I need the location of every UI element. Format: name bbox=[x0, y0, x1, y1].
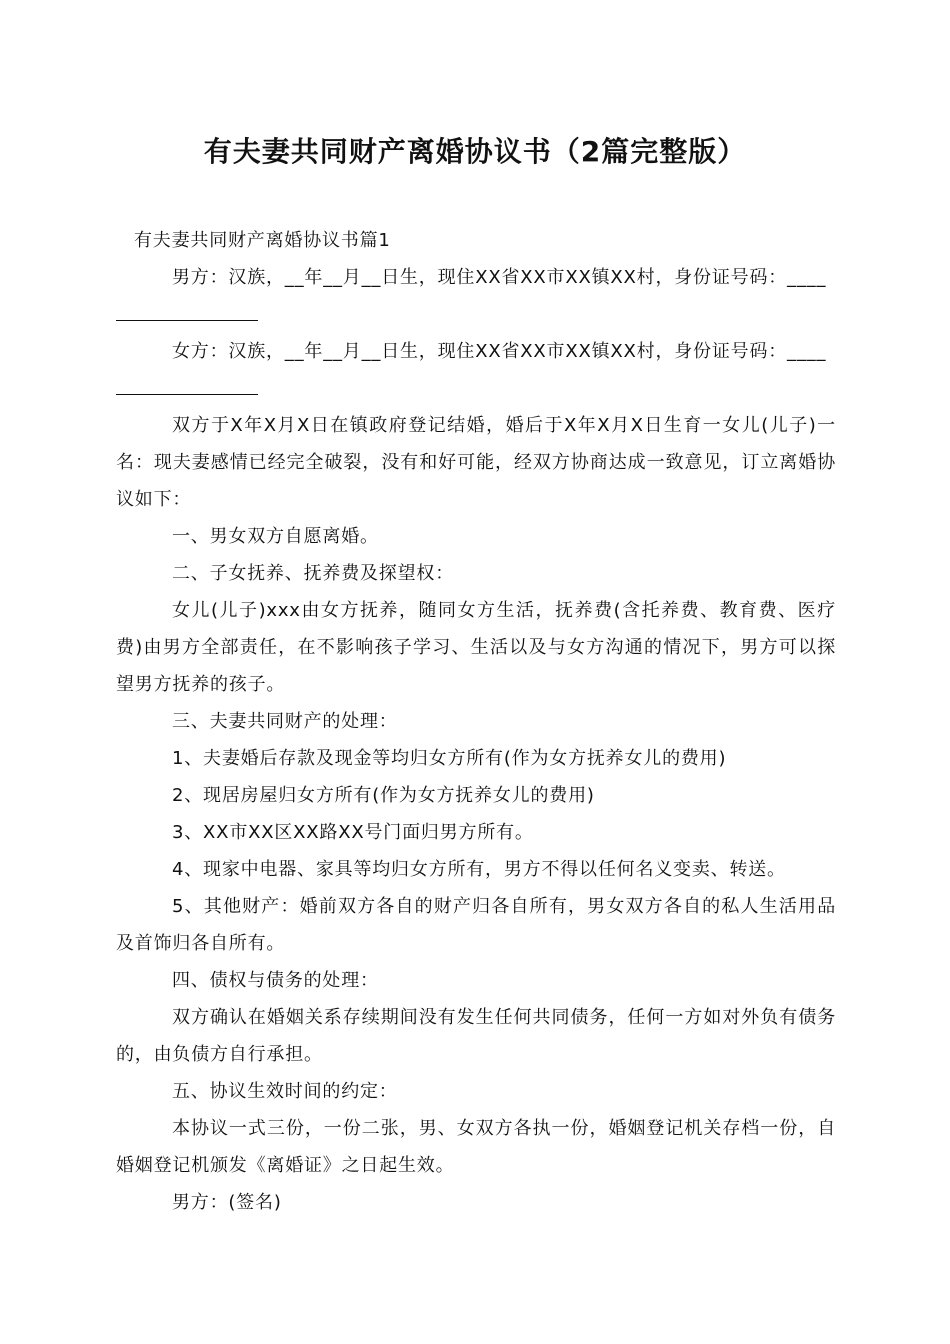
clause-3-item-2: 2、现居房屋归女方所有(作为女方抚养女儿的费用) bbox=[172, 785, 595, 806]
clause-3-item-4: 4、现家中电器、家具等均归女方所有，男方不得以任何名义变卖、转送。 bbox=[172, 859, 786, 880]
clause-3-item-1: 1、夫妻婚后存款及现金等均归女方所有(作为女方抚养女儿的费用) bbox=[172, 748, 727, 769]
clause-1: 一、男女双方自愿离婚。 bbox=[172, 526, 379, 547]
clause-3-heading: 三、夫妻共同财产的处理： bbox=[172, 711, 398, 732]
id-number-blank-line bbox=[116, 320, 258, 321]
clause-4-body: 双方确认在婚姻关系存续期间没有发生任何共同债务，任何一方如对外负有债务的，由负债方自行承担。 bbox=[116, 1007, 836, 1065]
clause-5-heading: 五、协议生效时间的约定： bbox=[172, 1081, 398, 1102]
clause-4-heading: 四、债权与债务的处理： bbox=[172, 970, 379, 991]
document-title: 有夫妻共同财产离婚协议书（2篇完整版） bbox=[203, 135, 747, 168]
section-heading: 有夫妻共同财产离婚协议书篇1 bbox=[134, 230, 391, 251]
signature-male: 男方：(签名) bbox=[172, 1192, 282, 1213]
clause-5-body: 本协议一式三份，一份二张，男、女双方各执一份，婚姻登记机关存档一份，自婚姻登记机颁发《离婚证》之日起生效。 bbox=[116, 1118, 836, 1176]
intro-paragraph: 双方于X年X月X日在镇政府登记结婚，婚后于X年X月X日生育一女儿(儿子)一名：现夫妻感情已经完全破裂，没有和好可能，经双方协商达成一致意见，订立离婚协议如下： bbox=[116, 415, 836, 510]
clause-3-item-3: 3、XX市XX区XX路XX号门面归男方所有。 bbox=[172, 822, 534, 843]
id-number-blank-line bbox=[116, 394, 258, 395]
female-party-info: 女方：汉族，__年__月__日生，现住XX省XX市XX镇XX村，身份证号码：____ bbox=[172, 341, 827, 362]
clause-2-heading: 二、子女抚养、抚养费及探望权： bbox=[172, 563, 454, 584]
male-party-info: 男方：汉族，__年__月__日生，现住XX省XX市XX镇XX村，身份证号码：____ bbox=[172, 267, 827, 288]
clause-3-item-5: 5、其他财产：婚前双方各自的财产归各自所有，男女双方各自的私人生活用品及首饰归各自所有。 bbox=[116, 896, 836, 954]
clause-2-body: 女儿(儿子)xxx由女方抚养，随同女方生活，抚养费(含托养费、教育费、医疗费)由男方全部责任，在不影响孩子学习、生活以及与女方沟通的情况下，男方可以探望男方抚养的孩子。 bbox=[116, 600, 836, 695]
